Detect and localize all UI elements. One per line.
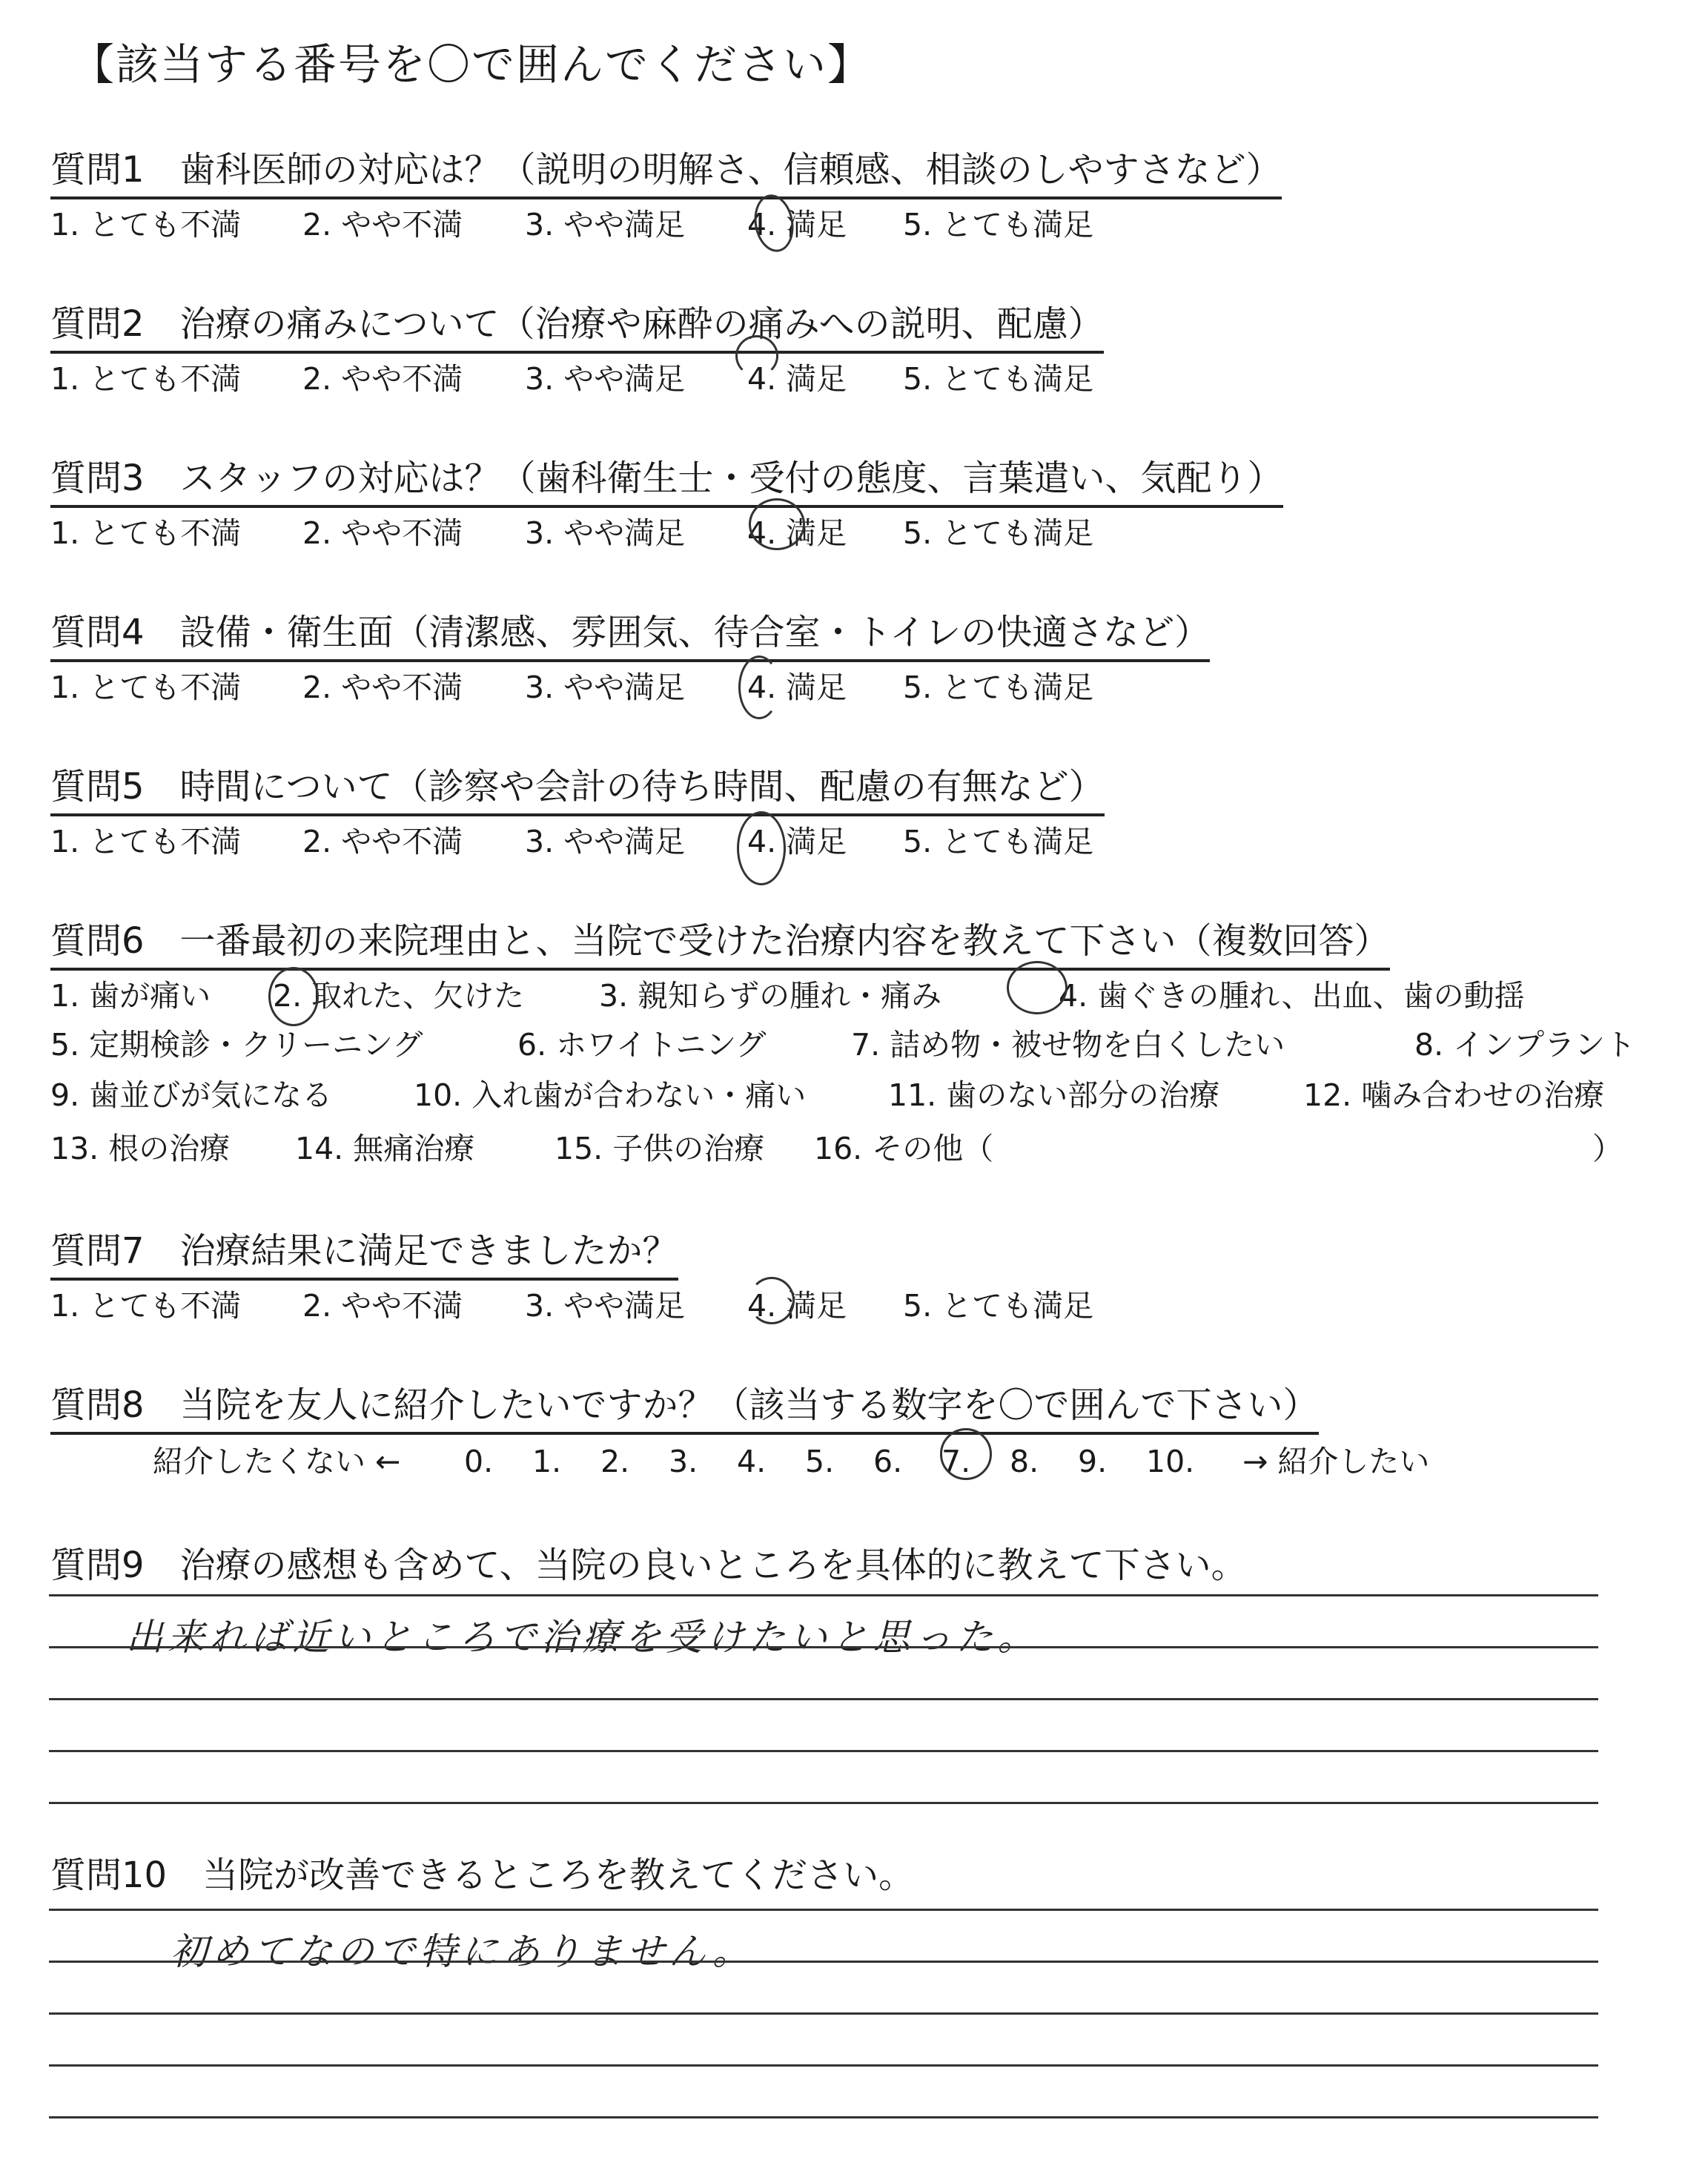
option-3[interactable]: 3. やや満足 bbox=[525, 207, 686, 242]
question-5-options bbox=[50, 817, 1093, 861]
option-5[interactable]: 5. とても満足 bbox=[903, 824, 1094, 859]
reason-4[interactable]: 4. 歯ぐきの腫れ、出血、歯の動揺 bbox=[1059, 978, 1525, 1014]
answer-circle-q2 bbox=[735, 335, 778, 377]
answer-circle-q5 bbox=[737, 811, 786, 885]
answer-circle-q8 bbox=[940, 1428, 992, 1480]
option-3[interactable]: 3. やや満足 bbox=[525, 361, 686, 397]
answer-line bbox=[49, 1909, 1598, 1911]
q10-handwritten-answer: 初めてなので特にありません。 bbox=[171, 1930, 754, 1973]
scale-9[interactable]: 9. bbox=[1078, 1444, 1108, 1479]
scale-10[interactable]: 10. bbox=[1146, 1444, 1195, 1479]
reason-13[interactable]: 13. 根の治療 bbox=[50, 1131, 231, 1166]
option-4[interactable]: 4. 満足 bbox=[747, 361, 847, 397]
question-2-label: 質問2 治療の痛みについて（治療や麻酔の痛みへの説明、配慮） bbox=[50, 295, 1104, 354]
question-4-label: 質問4 設備・衛生面（清潔感、雰囲気、待合室・トイレの快適さなど） bbox=[50, 604, 1210, 662]
scale-0[interactable]: 0. bbox=[464, 1444, 494, 1479]
reason-5[interactable]: 5. 定期検診・クリーニング bbox=[50, 1027, 423, 1063]
question-3-options bbox=[50, 509, 1093, 552]
question-1-label: 質問1 歯科医師の対応は？（説明の明解さ、信頼感、相談のしやすさなど） bbox=[50, 141, 1282, 199]
answer-circle-q6-2 bbox=[268, 967, 319, 1026]
option-3[interactable]: 3. やや満足 bbox=[525, 515, 686, 551]
answer-circle-q4 bbox=[738, 655, 780, 719]
question-10-label: 質問10 当院が改善できるところを教えてください。 bbox=[50, 1855, 915, 1896]
option-2[interactable]: 2. やや不満 bbox=[302, 361, 463, 397]
answer-line bbox=[49, 2012, 1598, 2015]
option-4[interactable]: 4. 満足 bbox=[747, 824, 847, 859]
option-5[interactable]: 5. とても満足 bbox=[903, 361, 1094, 397]
reason-1[interactable]: 1. 歯が痛い bbox=[50, 978, 211, 1014]
scale-8[interactable]: 8. bbox=[1010, 1444, 1039, 1479]
option-4[interactable]: 4. 満足 bbox=[747, 670, 847, 705]
answer-line bbox=[49, 1698, 1598, 1700]
question-9-label: 質問9 治療の感想も含めて、当院の良いところを具体的に教えて下さい。 bbox=[50, 1545, 1247, 1586]
question-7-options bbox=[50, 1281, 1093, 1325]
option-2[interactable]: 2. やや不満 bbox=[302, 670, 463, 705]
option-3[interactable]: 3. やや満足 bbox=[525, 824, 686, 859]
question-6-options-row-2 bbox=[50, 1020, 1635, 1064]
option-5[interactable]: 5. とても満足 bbox=[903, 1288, 1094, 1324]
option-2[interactable]: 2. やや不満 bbox=[302, 515, 463, 551]
answer-line bbox=[49, 1750, 1598, 1752]
option-1[interactable]: 1. とても不満 bbox=[50, 1288, 242, 1324]
other-close-paren: ） bbox=[1592, 1131, 1623, 1166]
option-1[interactable]: 1. とても不満 bbox=[50, 361, 242, 397]
question-6-options-row-3 bbox=[50, 1071, 1604, 1114]
option-1[interactable]: 1. とても不満 bbox=[50, 824, 242, 859]
answer-circle-q6-4 bbox=[1007, 961, 1068, 1014]
answer-line bbox=[49, 2064, 1598, 2067]
option-4[interactable]: 4. 満足 bbox=[747, 515, 847, 551]
option-1[interactable]: 1. とても不満 bbox=[50, 207, 242, 242]
answer-line bbox=[49, 1594, 1598, 1596]
option-5[interactable]: 5. とても満足 bbox=[903, 207, 1094, 242]
answer-circle-q3 bbox=[749, 498, 805, 550]
reason-12[interactable]: 12. 噛み合わせの治療 bbox=[1303, 1077, 1605, 1113]
page-title: 【該当する番号を〇で囲んでください】 bbox=[71, 39, 873, 90]
reason-10[interactable]: 10. 入れ歯が合わない・痛い bbox=[414, 1077, 807, 1113]
option-2[interactable]: 2. やや不満 bbox=[302, 207, 463, 242]
scale-6[interactable]: 6. bbox=[873, 1444, 903, 1479]
scale-3[interactable]: 3. bbox=[669, 1444, 698, 1479]
referral-left-label: 紹介したくない ← bbox=[153, 1444, 401, 1479]
reason-15[interactable]: 15. 子供の治療 bbox=[555, 1131, 765, 1166]
answer-circle-q7 bbox=[749, 1277, 795, 1324]
q9-handwritten-answer: 出来れば近いところで治療を受けたいと思った。 bbox=[126, 1616, 1039, 1659]
scale-2[interactable]: 2. bbox=[600, 1444, 630, 1479]
question-8-label: 質問8 当院を友人に紹介したいですか？（該当する数字を〇で囲んで下さい） bbox=[50, 1376, 1319, 1435]
scale-1[interactable]: 1. bbox=[532, 1444, 562, 1479]
scale-7[interactable]: 7. bbox=[941, 1444, 971, 1479]
scale-4[interactable]: 4. bbox=[737, 1444, 767, 1479]
reason-7[interactable]: 7. 詰め物・被せ物を白くしたい bbox=[851, 1027, 1285, 1063]
reason-2[interactable]: 2. 取れた、欠けた bbox=[273, 978, 525, 1014]
question-1-options bbox=[50, 200, 1093, 244]
reason-11[interactable]: 11. 歯のない部分の治療 bbox=[888, 1077, 1220, 1113]
reason-3[interactable]: 3. 親知らずの腫れ・痛み bbox=[599, 978, 942, 1014]
reason-6[interactable]: 6. ホワイトニング bbox=[517, 1027, 767, 1063]
reason-8[interactable]: 8. インプラント bbox=[1414, 1027, 1636, 1063]
option-3[interactable]: 3. やや満足 bbox=[525, 670, 686, 705]
answer-line bbox=[49, 2116, 1598, 2118]
reason-9[interactable]: 9. 歯並びが気になる bbox=[50, 1077, 333, 1113]
option-1[interactable]: 1. とても不満 bbox=[50, 670, 242, 705]
answer-line bbox=[49, 1802, 1598, 1804]
question-2-options bbox=[50, 354, 1093, 398]
option-5[interactable]: 5. とても満足 bbox=[903, 515, 1094, 551]
question-3-label: 質問3 スタッフの対応は？（歯科衛生士・受付の態度、言葉遣い、気配り） bbox=[50, 449, 1283, 508]
question-6-label: 質問6 一番最初の来院理由と、当院で受けた治療内容を教えて下さい（複数回答） bbox=[50, 912, 1390, 971]
option-1[interactable]: 1. とても不満 bbox=[50, 515, 242, 551]
question-4-options bbox=[50, 663, 1093, 707]
option-4[interactable]: 4. 満足 bbox=[747, 1288, 847, 1324]
question-5-label: 質問5 時間について（診察や会計の待ち時間、配慮の有無など） bbox=[50, 758, 1105, 816]
answer-line bbox=[49, 1646, 1598, 1648]
referral-right-label: → 紹介したい bbox=[1242, 1444, 1430, 1479]
option-2[interactable]: 2. やや不満 bbox=[302, 824, 463, 859]
option-4[interactable]: 4. 満足 bbox=[747, 207, 847, 242]
question-6-options-row-4 bbox=[50, 1124, 993, 1168]
referral-scale bbox=[153, 1437, 1429, 1481]
reason-16[interactable]: 16. その他（ bbox=[814, 1131, 994, 1166]
answer-line bbox=[49, 1961, 1598, 1963]
scale-5[interactable]: 5. bbox=[805, 1444, 835, 1479]
option-2[interactable]: 2. やや不満 bbox=[302, 1288, 463, 1324]
question-7-label: 質問7 治療結果に満足できましたか？ bbox=[50, 1222, 678, 1281]
option-5[interactable]: 5. とても満足 bbox=[903, 670, 1094, 705]
reason-14[interactable]: 14. 無痛治療 bbox=[295, 1131, 475, 1166]
option-3[interactable]: 3. やや満足 bbox=[525, 1288, 686, 1324]
